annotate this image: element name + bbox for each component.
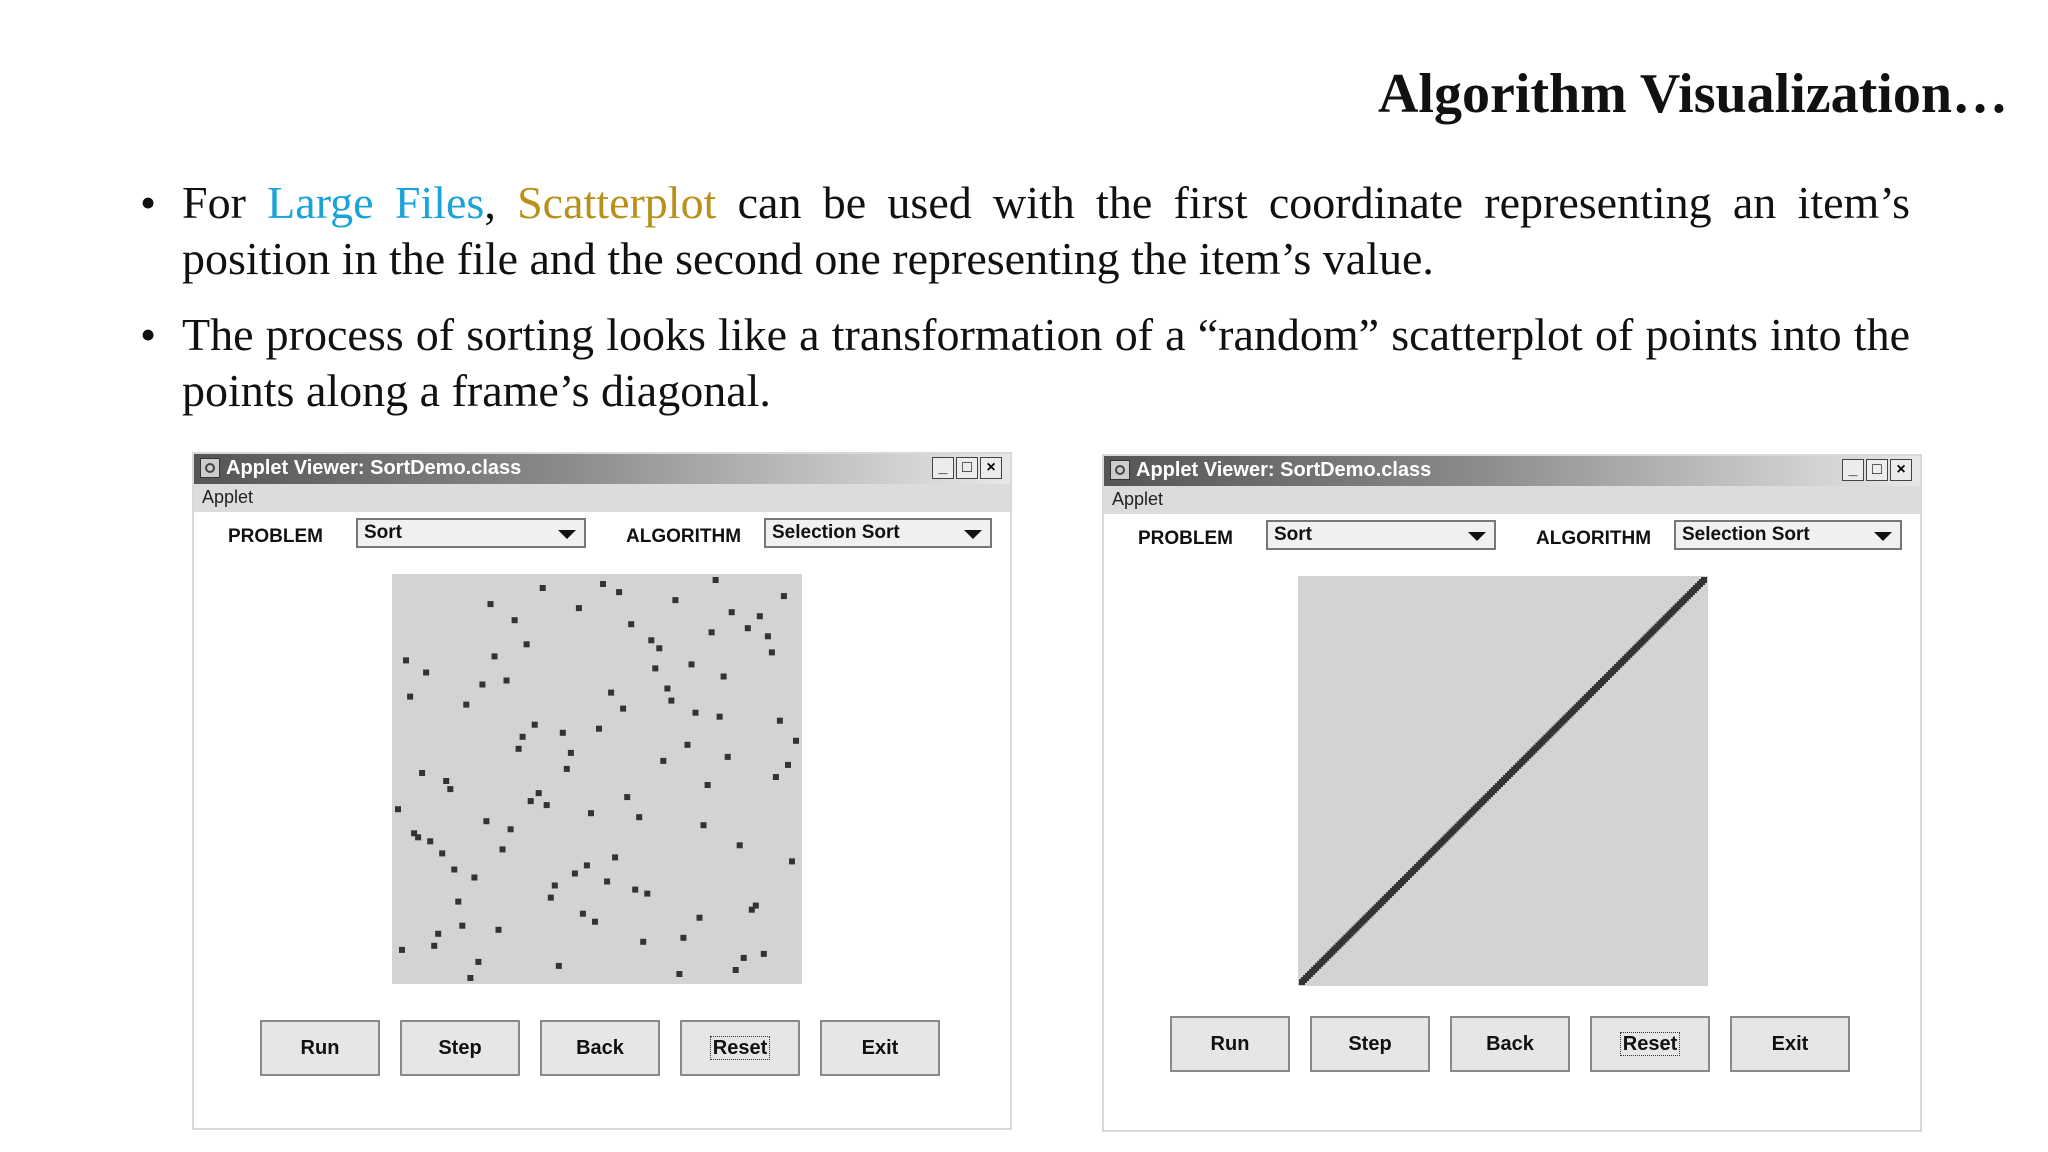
run-label: Run xyxy=(1210,1033,1250,1055)
scatter-point xyxy=(777,718,783,724)
scatter-point xyxy=(483,818,489,824)
window-title: Applet Viewer: SortDemo.class xyxy=(1136,459,1432,481)
scatter-point xyxy=(668,698,674,704)
scatter-point xyxy=(588,810,594,816)
scatter-point xyxy=(524,641,530,647)
scatter-point xyxy=(431,943,437,949)
run-label: Run xyxy=(300,1037,340,1059)
scatter-point xyxy=(761,951,767,957)
scatter-point xyxy=(612,854,618,860)
exit-button[interactable] xyxy=(1730,1016,1850,1072)
scatter-point xyxy=(427,838,433,844)
scatter-point xyxy=(741,955,747,961)
scatter-point xyxy=(628,621,634,627)
scatter-point xyxy=(532,722,538,728)
scatter-point xyxy=(584,862,590,868)
scatterplot-svg xyxy=(392,574,802,984)
bullet-text-mid: , xyxy=(484,177,518,228)
scatter-point xyxy=(455,899,461,905)
run-button[interactable] xyxy=(1170,1016,1290,1072)
scatter-point xyxy=(492,653,498,659)
exit-label: Exit xyxy=(861,1037,899,1059)
scatter-point xyxy=(512,617,518,623)
scatter-point xyxy=(552,883,558,889)
dropdown-caret-icon xyxy=(1874,532,1892,541)
scatter-point xyxy=(680,935,686,941)
back-button[interactable] xyxy=(1450,1016,1570,1072)
scatter-point xyxy=(624,794,630,800)
applet-window-sorted xyxy=(1102,454,1922,1132)
scatter-point xyxy=(713,577,719,583)
scatter-point xyxy=(685,742,691,748)
scatter-point xyxy=(705,782,711,788)
scatter-point xyxy=(632,887,638,893)
scatter-point xyxy=(745,625,751,631)
scatter-point xyxy=(757,613,763,619)
scatter-point xyxy=(660,758,666,764)
scatter-point xyxy=(697,915,703,921)
scatter-point xyxy=(781,593,787,599)
close-icon[interactable]: × xyxy=(1890,459,1912,481)
scatter-point xyxy=(721,674,727,680)
scatter-point xyxy=(648,637,654,643)
scatter-point xyxy=(403,657,409,663)
step-button[interactable] xyxy=(400,1020,520,1076)
menu-applet[interactable]: Applet xyxy=(1112,489,1164,509)
scatter-point xyxy=(576,605,582,611)
bullet-text-pre: For xyxy=(182,177,268,228)
algorithm-label: ALGORITHM xyxy=(626,526,742,547)
scatter-point xyxy=(496,927,502,933)
scatter-point xyxy=(572,871,578,877)
bullet-item xyxy=(140,307,1910,419)
scatter-point xyxy=(733,967,739,973)
scatter-point xyxy=(604,879,610,885)
scatter-point xyxy=(536,790,542,796)
scatter-point xyxy=(636,814,642,820)
scatter-point xyxy=(568,750,574,756)
scatter-point xyxy=(672,597,678,603)
scatter-point xyxy=(479,682,485,688)
problem-select-value: Sort xyxy=(364,522,402,543)
scatter-point xyxy=(451,867,457,873)
bullet-text: The process of sorting looks like a transformation of a “random” scatterplot of points into the points along a frame’s diagonal. xyxy=(182,309,1910,416)
applet-window-icon xyxy=(200,458,220,478)
minimize-icon[interactable]: _ xyxy=(932,457,954,479)
scatter-point xyxy=(435,931,441,937)
window-titlebar[interactable] xyxy=(194,454,1010,484)
scatterplot-svg xyxy=(1298,576,1708,986)
algorithm-select-value: Selection Sort xyxy=(1682,524,1810,545)
problem-select[interactable] xyxy=(356,518,586,548)
scatter-point xyxy=(463,702,469,708)
exit-button[interactable] xyxy=(820,1020,940,1076)
scatter-point xyxy=(516,746,522,752)
minimize-icon[interactable]: _ xyxy=(1842,459,1864,481)
reset-button[interactable] xyxy=(680,1020,800,1076)
scatter-point xyxy=(725,754,731,760)
step-label: Step xyxy=(438,1037,482,1059)
scatter-point xyxy=(447,786,453,792)
scatter-point xyxy=(701,822,707,828)
scatter-point xyxy=(729,609,735,615)
window-titlebar[interactable] xyxy=(1104,456,1920,486)
scatter-point xyxy=(564,766,570,772)
problem-select-value: Sort xyxy=(1274,524,1312,545)
bullet-dot: • xyxy=(140,177,157,228)
exit-label: Exit xyxy=(1771,1033,1809,1055)
applet-window-icon xyxy=(1110,460,1130,480)
scatter-point xyxy=(709,629,715,635)
algorithm-select-value: Selection Sort xyxy=(772,522,900,543)
reset-button[interactable] xyxy=(1590,1016,1710,1072)
bullet-dot: • xyxy=(140,309,157,360)
window-title: Applet Viewer: SortDemo.class xyxy=(226,457,522,479)
scatter-point xyxy=(548,895,554,901)
bullet-list xyxy=(140,175,1910,439)
scatter-point xyxy=(560,730,566,736)
problem-label: PROBLEM xyxy=(228,526,323,547)
algorithm-select[interactable] xyxy=(764,518,992,548)
scatter-point xyxy=(528,798,534,804)
scatter-point xyxy=(689,661,695,667)
scatter-point xyxy=(600,581,606,587)
reset-label: Reset xyxy=(1622,1033,1678,1055)
scatter-point xyxy=(544,802,550,808)
scatter-point xyxy=(737,842,743,848)
scatterplot-sorted xyxy=(1298,576,1708,986)
scatter-point xyxy=(676,971,682,977)
step-button[interactable] xyxy=(1310,1016,1430,1072)
scatter-point xyxy=(793,738,799,744)
scatter-point xyxy=(769,649,775,655)
scatter-point xyxy=(443,778,449,784)
dropdown-caret-icon xyxy=(1468,532,1486,541)
scatter-point xyxy=(467,975,473,981)
scatter-point xyxy=(488,601,494,607)
close-icon[interactable]: × xyxy=(980,457,1002,479)
back-button[interactable] xyxy=(540,1020,660,1076)
algorithm-select[interactable] xyxy=(1674,520,1902,550)
scatter-point xyxy=(504,678,510,684)
scatter-point xyxy=(693,710,699,716)
scatter-point xyxy=(664,686,670,692)
scatter-point xyxy=(508,826,514,832)
dropdown-caret-icon xyxy=(964,530,982,539)
scatter-point xyxy=(500,846,506,852)
dropdown-caret-icon xyxy=(558,530,576,539)
scatter-point xyxy=(419,770,425,776)
scatter-point xyxy=(765,633,771,639)
scatter-point xyxy=(608,690,614,696)
highlight-scatterplot: Scatterplot xyxy=(517,177,717,228)
scatter-point xyxy=(789,858,795,864)
scatter-point xyxy=(520,734,526,740)
reset-label: Reset xyxy=(712,1037,768,1059)
scatter-point xyxy=(785,762,791,768)
scatter-point xyxy=(540,585,546,591)
bullet-text-post: can be used with the first coordinate representing an item’s position in the file and the second one representing the item’s value. xyxy=(182,177,1911,284)
scatter-point xyxy=(395,806,401,812)
scatter-point xyxy=(753,903,759,909)
applet-window-random xyxy=(192,452,1012,1130)
problem-select[interactable] xyxy=(1266,520,1496,550)
scatter-point xyxy=(475,959,481,965)
bullet-item xyxy=(140,175,1910,287)
scatter-point xyxy=(1701,577,1707,583)
scatter-point xyxy=(459,923,465,929)
scatter-point xyxy=(471,875,477,881)
scatter-point xyxy=(656,645,662,651)
back-label: Back xyxy=(576,1037,624,1059)
scatter-point xyxy=(580,911,586,917)
menu-applet[interactable]: Applet xyxy=(202,487,254,507)
maximize-icon[interactable]: □ xyxy=(1866,459,1888,481)
scatter-point xyxy=(616,589,622,595)
scatter-point xyxy=(620,706,626,712)
scatter-point xyxy=(415,834,421,840)
scatter-point xyxy=(773,774,779,780)
scatter-point xyxy=(592,919,598,925)
scatter-point xyxy=(652,665,658,671)
problem-label: PROBLEM xyxy=(1138,528,1233,549)
run-button[interactable] xyxy=(260,1020,380,1076)
scatter-point xyxy=(640,939,646,945)
menubar xyxy=(1104,486,1920,514)
scatter-point xyxy=(644,891,650,897)
menubar xyxy=(194,484,1010,512)
step-label: Step xyxy=(1348,1033,1392,1055)
scatter-point xyxy=(399,947,405,953)
scatterplot-random xyxy=(392,574,802,984)
back-label: Back xyxy=(1486,1033,1534,1055)
scatter-point xyxy=(556,963,562,969)
scatter-point xyxy=(407,694,413,700)
scatter-point xyxy=(439,850,445,856)
scatter-point xyxy=(596,726,602,732)
highlight-large-files: Large Files xyxy=(267,177,485,228)
maximize-icon[interactable]: □ xyxy=(956,457,978,479)
algorithm-label: ALGORITHM xyxy=(1536,528,1652,549)
scatter-point xyxy=(717,714,723,720)
scatter-point xyxy=(423,670,429,676)
slide-title: Algorithm Visualization… xyxy=(1377,63,2008,125)
